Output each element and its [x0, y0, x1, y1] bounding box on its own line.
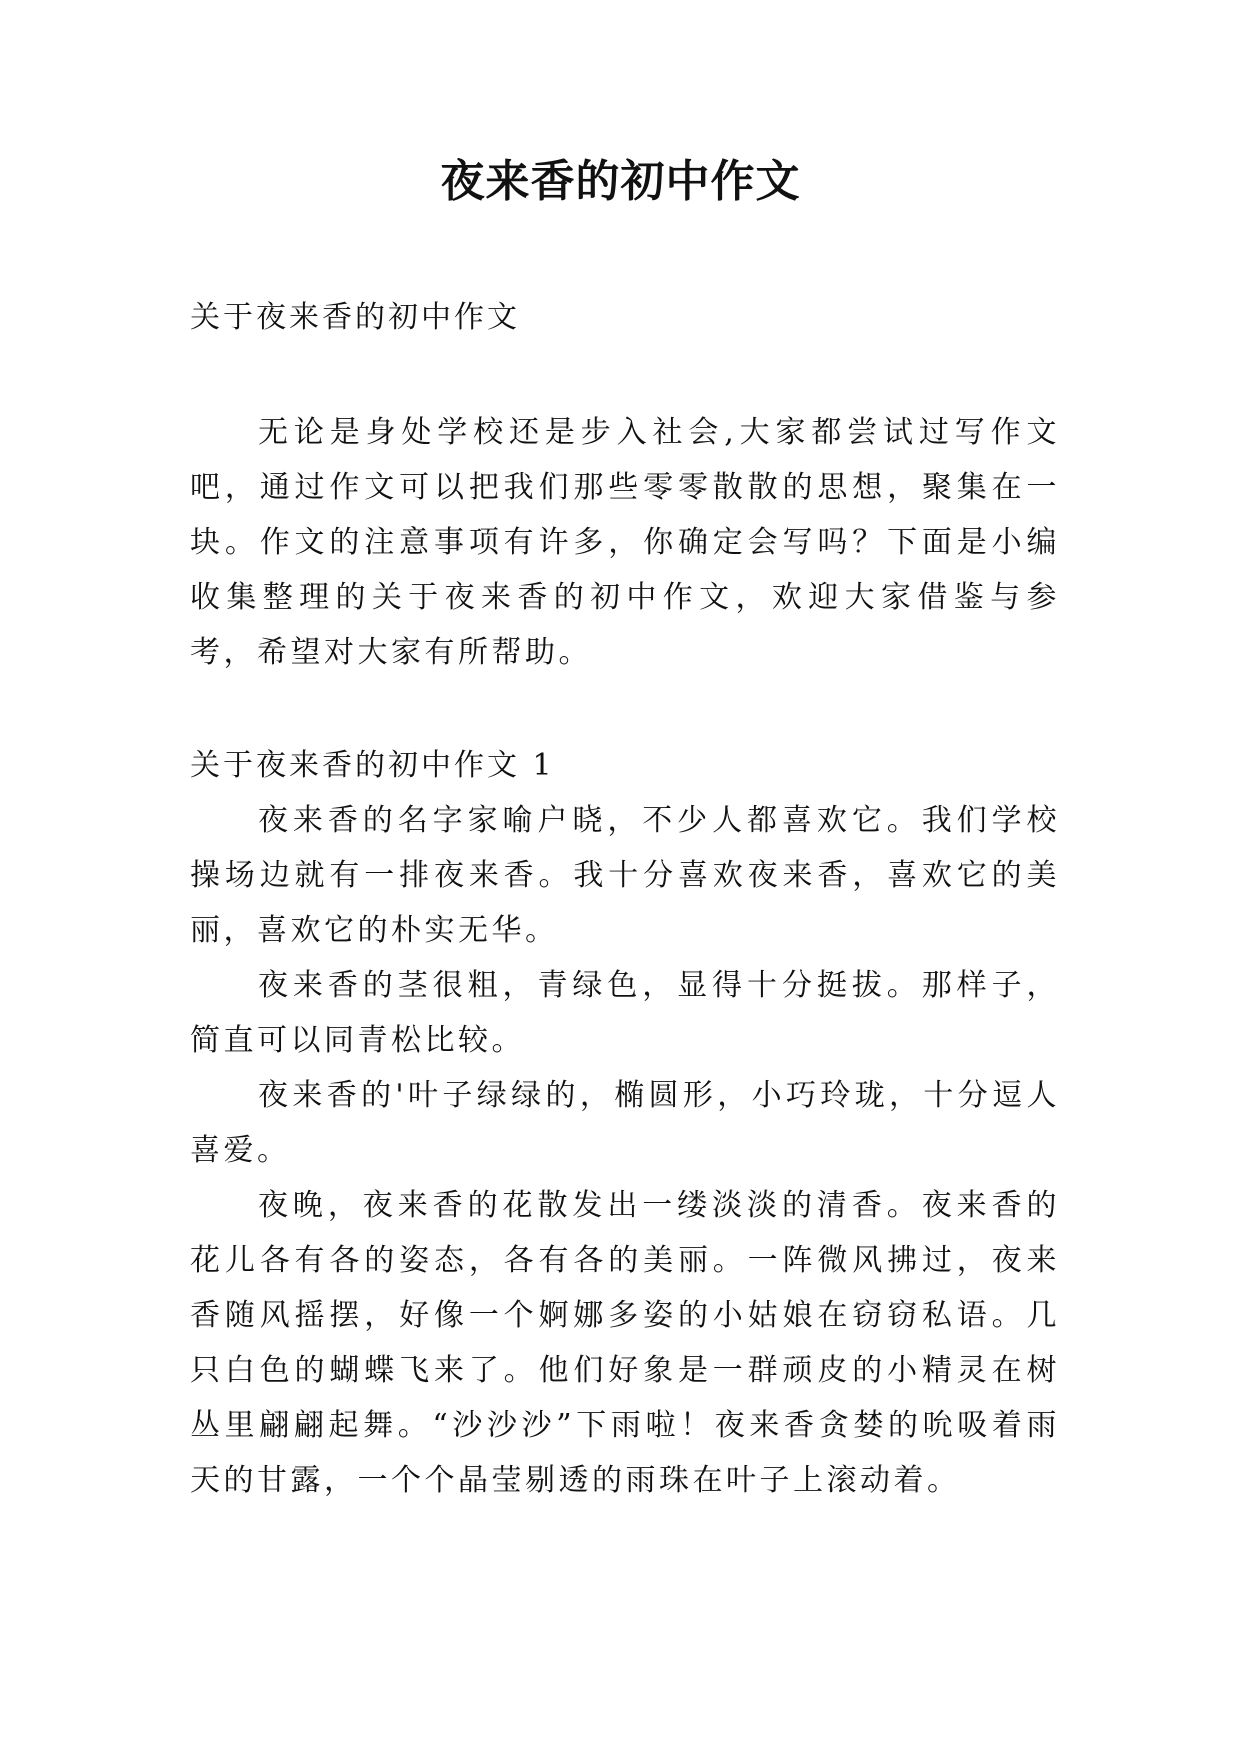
body-paragraph: 夜晚，夜来香的花散发出一缕淡淡的清香。夜来香的花儿各有各的姿态，各有各的美丽。一阵微风拂过，夜来香随风摇摆，好像一个婀娜多姿的小姑娘在窃窃私语。几只白色的蝴蝶飞来了。他们好象是一群顽皮的小精灵在树丛里翩翩起舞。“沙沙沙”下雨啦！夜来香贪婪的吮吸着雨天的甘露，一个个晶莹剔透的雨珠在叶子上滚动着。: [190, 1188, 1060, 1498]
body-paragraph: 夜来香的'叶子绿绿的，椭圆形，小巧玲珑，十分逗人喜爱。: [190, 1078, 1060, 1168]
body-paragraph: 夜来香的名字家喻户晓，不少人都喜欢它。我们学校操场边就有一排夜来香。我十分喜欢夜来香，喜欢它的美丽，喜欢它的朴实无华。: [190, 803, 1060, 948]
intro-paragraph: 无论是身处学校还是步入社会,大家都尝试过写作文吧，通过作文可以把我们那些零零散散的思想，聚集在一块。作文的注意事项有许多，你确定会写吗？下面是小编收集整理的关于夜来香的初中作文，欢迎大家借鉴与参考，希望对大家有所帮助。: [190, 415, 1060, 670]
subtitle-heading: 关于夜来香的初中作文: [190, 300, 520, 335]
body-paragraph: 夜来香的茎很粗，青绿色，显得十分挺拔。那样子，简直可以同青松比较。: [190, 968, 1060, 1058]
document-body: [190, 290, 1060, 1508]
section-heading: 关于夜来香的初中作文 1: [190, 748, 555, 783]
document-title: 夜来香的初中作文: [440, 156, 801, 207]
